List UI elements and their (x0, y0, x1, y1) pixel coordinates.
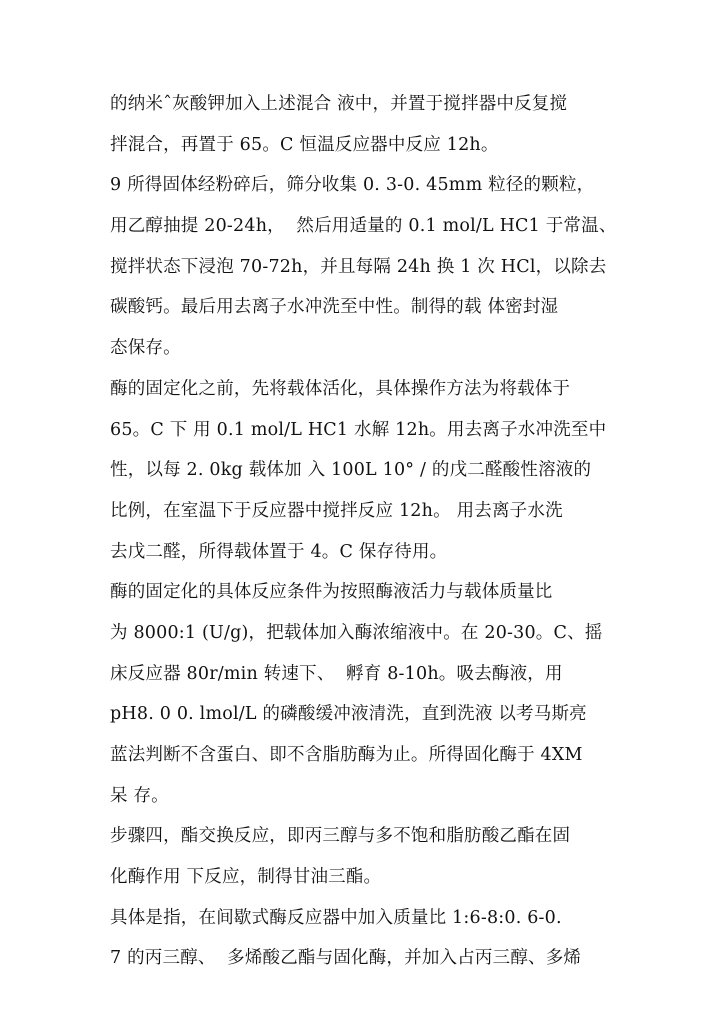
text-line: 态保存。 (110, 338, 181, 359)
text-line: 性，以每 2. 0kg 载体加 入 100L 10° / 的戊二醛酸性溶液的 (110, 460, 592, 481)
text-line: pH8. 0 0. lmol/L 的磷酸缓冲液清洗，直到洗液 以考马斯亮 (110, 704, 587, 725)
text-line: 用乙醇抽提 20-24h， 然后用适量的 0.1 mol/L HC1 于常温、 (110, 216, 617, 237)
text-line: 拌混合，再置于 65。C 恒温反应器中反应 12h。 (110, 134, 499, 155)
text-line: 9 所得固体经粉碎后，筛分收集 0. 3-0. 45mm 粒径的颗粒， (110, 175, 595, 196)
text-line: 搅拌状态下浸泡 70-72h，并且每隔 24h 换 1 次 HCl，以除去 (110, 256, 607, 277)
text-line: 床反应器 80r/min 转速下、 孵育 8-10h。吸去酶液，用 (110, 663, 563, 684)
text-line: 化酶作用 下反应，制得甘油三酯。 (110, 867, 382, 888)
text-line: 酶的固定化的具体反应条件为按照酶液活力与载体质量比 (110, 582, 553, 603)
text-line: 步骤四，酯交换反应，即丙三醇与多不饱和脂肪酸乙酯在固 (110, 826, 571, 847)
text-line: 酶的固定化之前，先将载体活化，具体操作方法为将载体于 (110, 378, 571, 399)
text-line: 的纳米ˆ灰酸钾加入上述混合 液中，并置于搅拌器中反复搅 (110, 94, 568, 114)
text-line: 为 8000:1 (U/g)，把载体加入酶浓缩液中。在 20-30。C、摇 (110, 622, 603, 643)
body-text (110, 84, 630, 979)
text-line: 呆 存。 (110, 785, 169, 806)
text-line: 比例，在室温下于反应器中搅拌反应 12h。 用去离子水洗 (110, 500, 563, 521)
text-line: 具体是指，在间歇式酶反应器中加入质量比 1:6-8:0. 6-0. (110, 907, 562, 928)
text-line: 去戊二醛，所得载体置于 4。C 保存待用。 (110, 541, 448, 562)
text-line: 7 的丙三醇、 多烯酸乙酯与固化酶，并加入占丙三醇、多烯 (110, 948, 582, 969)
text-line: 碳酸钙。最后用去离子水冲洗至中性。制得的载 体密封湿 (110, 297, 559, 318)
text-line: 蓝法判断不含蛋白、即不含脂肪酶为止。所得固化酶于 4XM (110, 745, 583, 765)
text-line: 65。C 下 用 0.1 mol/L HC1 水解 12h。用去离子水冲洗至中 (110, 419, 607, 440)
